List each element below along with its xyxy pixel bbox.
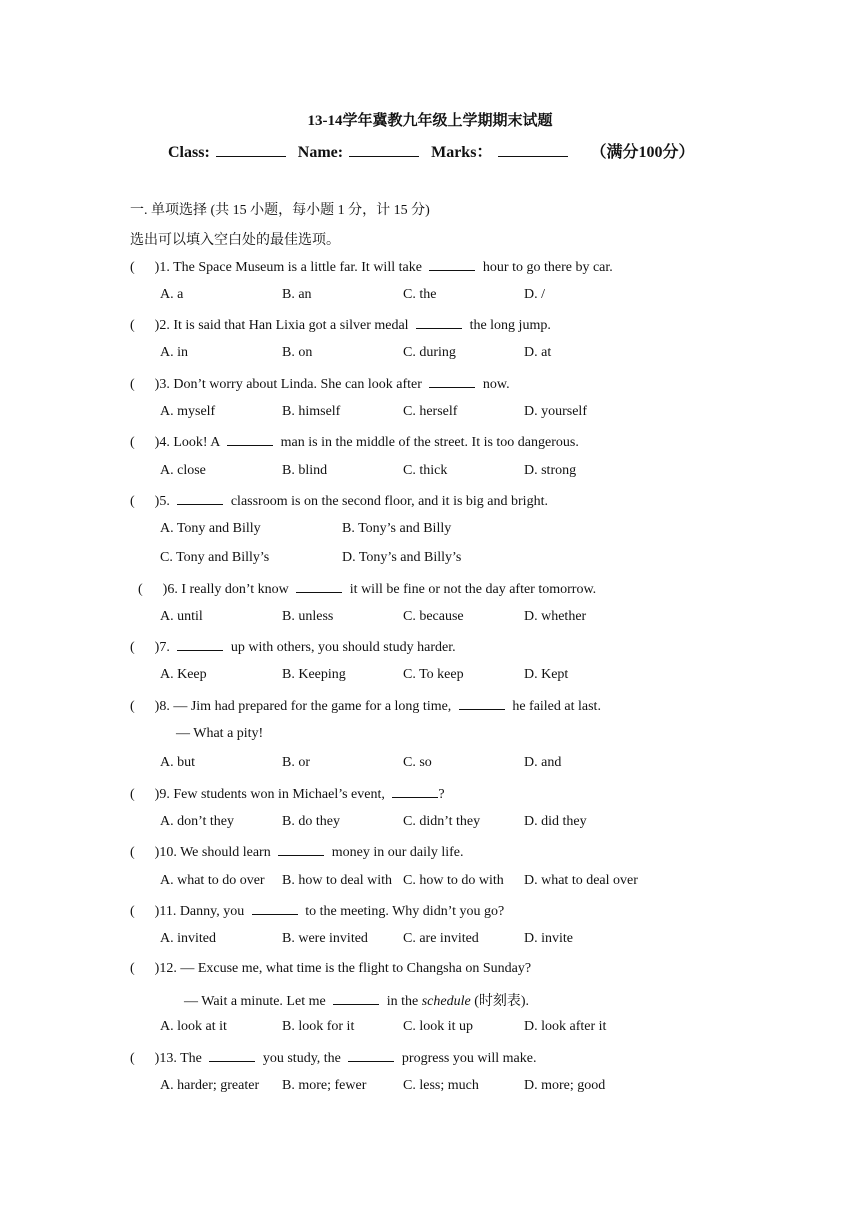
option-6a[interactable]: A. until	[160, 609, 203, 624]
full-marks-note: （满分100分）	[590, 144, 695, 161]
option-2a[interactable]: A. in	[160, 345, 188, 360]
question-2: ( )2. It is said that Han Lixia got a silver medal the long jump.	[130, 318, 551, 333]
option-1c[interactable]: C. the	[403, 287, 437, 302]
option-8d[interactable]: D. and	[524, 755, 562, 770]
question-12-reply: — Wait a minute. Let me in the schedule (时刻表).	[184, 994, 530, 1009]
blank-3	[429, 375, 475, 388]
class-blank[interactable]	[216, 142, 286, 157]
option-13a[interactable]: A. harder; greater	[160, 1078, 260, 1093]
marks-blank[interactable]	[498, 142, 568, 157]
option-5d[interactable]: D. Tony’s and Billy’s	[342, 550, 462, 565]
blank-12	[333, 992, 379, 1005]
option-4b[interactable]: B. blind	[282, 463, 328, 478]
option-10d[interactable]: D. what to deal over	[524, 873, 638, 888]
option-4c[interactable]: C. thick	[403, 463, 448, 478]
question-4: ( )4. Look! A man is in the middle of the street. It is too dangerous.	[130, 435, 579, 450]
name-label: Name:	[297, 144, 344, 161]
option-10b[interactable]: B. how to deal with	[282, 873, 393, 888]
option-13d[interactable]: D. more; good	[524, 1078, 606, 1093]
marks-label: Marks：	[431, 144, 493, 161]
option-1b[interactable]: B. an	[282, 287, 312, 302]
option-11b[interactable]: B. were invited	[282, 931, 368, 946]
class-label: Class:	[168, 144, 210, 161]
blank-9	[392, 785, 438, 798]
option-12c[interactable]: C. look it up	[403, 1019, 474, 1034]
option-5b[interactable]: B. Tony’s and Billy	[342, 521, 452, 536]
question-5: ( )5. classroom is on the second floor, and it is big and bright.	[130, 494, 548, 509]
option-1a[interactable]: A. a	[160, 287, 184, 302]
blank-4	[227, 433, 273, 446]
question-1: ( )1. The Space Museum is a little far. It will take hour to go there by car.	[130, 260, 613, 275]
question-8: ( )8. — Jim had prepared for the game for a long time, he failed at last.	[130, 699, 601, 714]
question-10: ( )10. We should learn money in our daily life.	[130, 845, 464, 860]
blank-10	[278, 843, 324, 856]
option-13b[interactable]: B. more; fewer	[282, 1078, 367, 1093]
option-6b[interactable]: B. unless	[282, 609, 334, 624]
option-1d[interactable]: D. /	[524, 287, 545, 302]
blank-1	[429, 258, 475, 271]
question-6: ( )6. I really don’t know it will be fine or not the day after tomorrow.	[138, 582, 597, 597]
option-3d[interactable]: D. yourself	[524, 404, 587, 419]
option-13c[interactable]: C. less; much	[403, 1078, 479, 1093]
question-9: ( )9. Few students won in Michael’s event, ?	[130, 787, 445, 802]
option-2c[interactable]: C. during	[403, 345, 456, 360]
name-blank[interactable]	[349, 142, 419, 157]
option-3b[interactable]: B. himself	[282, 404, 341, 419]
option-5c[interactable]: C. Tony and Billy’s	[160, 550, 270, 565]
section-instruction: 选出可以填入空白处的最佳选项。	[130, 233, 340, 248]
option-5a[interactable]: A. Tony and Billy	[160, 521, 261, 536]
option-4d[interactable]: D. strong	[524, 463, 577, 478]
option-6c[interactable]: C. because	[403, 609, 464, 624]
option-10a[interactable]: A. what to do over	[160, 873, 265, 888]
option-7a[interactable]: A. Keep	[160, 667, 207, 682]
question-11: ( )11. Danny, you to the meeting. Why didn’t you go?	[130, 904, 505, 919]
question-7: ( )7. up with others, you should study harder.	[130, 640, 456, 655]
blank-2	[416, 316, 462, 329]
option-9c[interactable]: C. didn’t they	[403, 814, 481, 829]
option-3a[interactable]: A. myself	[160, 404, 216, 419]
question-13: ( )13. The you study, the progress you will make.	[130, 1051, 537, 1066]
option-12d[interactable]: D. look after it	[524, 1019, 607, 1034]
option-9a[interactable]: A. don’t they	[160, 814, 235, 829]
option-11d[interactable]: D. invite	[524, 931, 573, 946]
option-9b[interactable]: B. do they	[282, 814, 340, 829]
option-6d[interactable]: D. whether	[524, 609, 587, 624]
question-8-reply: — What a pity!	[176, 726, 264, 741]
blank-7	[177, 638, 223, 651]
option-8b[interactable]: B. or	[282, 755, 310, 770]
blank-13a	[209, 1049, 255, 1062]
option-2b[interactable]: B. on	[282, 345, 313, 360]
student-info-line	[168, 139, 694, 162]
option-3c[interactable]: C. herself	[403, 404, 458, 419]
option-11a[interactable]: A. invited	[160, 931, 216, 946]
option-12a[interactable]: A. look at it	[160, 1019, 227, 1034]
option-7c[interactable]: C. To keep	[403, 667, 464, 682]
blank-13b	[348, 1049, 394, 1062]
option-11c[interactable]: C. are invited	[403, 931, 479, 946]
exam-title: 13-14学年冀教九年级上学期期末试题	[307, 113, 553, 129]
blank-5	[177, 492, 223, 505]
option-9d[interactable]: D. did they	[524, 814, 587, 829]
option-7d[interactable]: D. Kept	[524, 667, 569, 682]
option-7b[interactable]: B. Keeping	[282, 667, 346, 682]
option-4a[interactable]: A. close	[160, 463, 206, 478]
option-10c[interactable]: C. how to do with	[403, 873, 504, 888]
question-3: ( )3. Don’t worry about Linda. She can look after now.	[130, 377, 510, 392]
option-8c[interactable]: C. so	[403, 755, 432, 770]
blank-6	[296, 580, 342, 593]
blank-11	[252, 902, 298, 915]
option-8a[interactable]: A. but	[160, 755, 195, 770]
question-12: ( )12. — Excuse me, what time is the flight to Changsha on Sunday?	[130, 961, 532, 976]
blank-8	[459, 697, 505, 710]
option-2d[interactable]: D. at	[524, 345, 552, 360]
section-heading: 一. 单项选择 (共 15 小题，每小题 1 分，计 15 分)	[130, 203, 430, 218]
option-12b[interactable]: B. look for it	[282, 1019, 355, 1034]
